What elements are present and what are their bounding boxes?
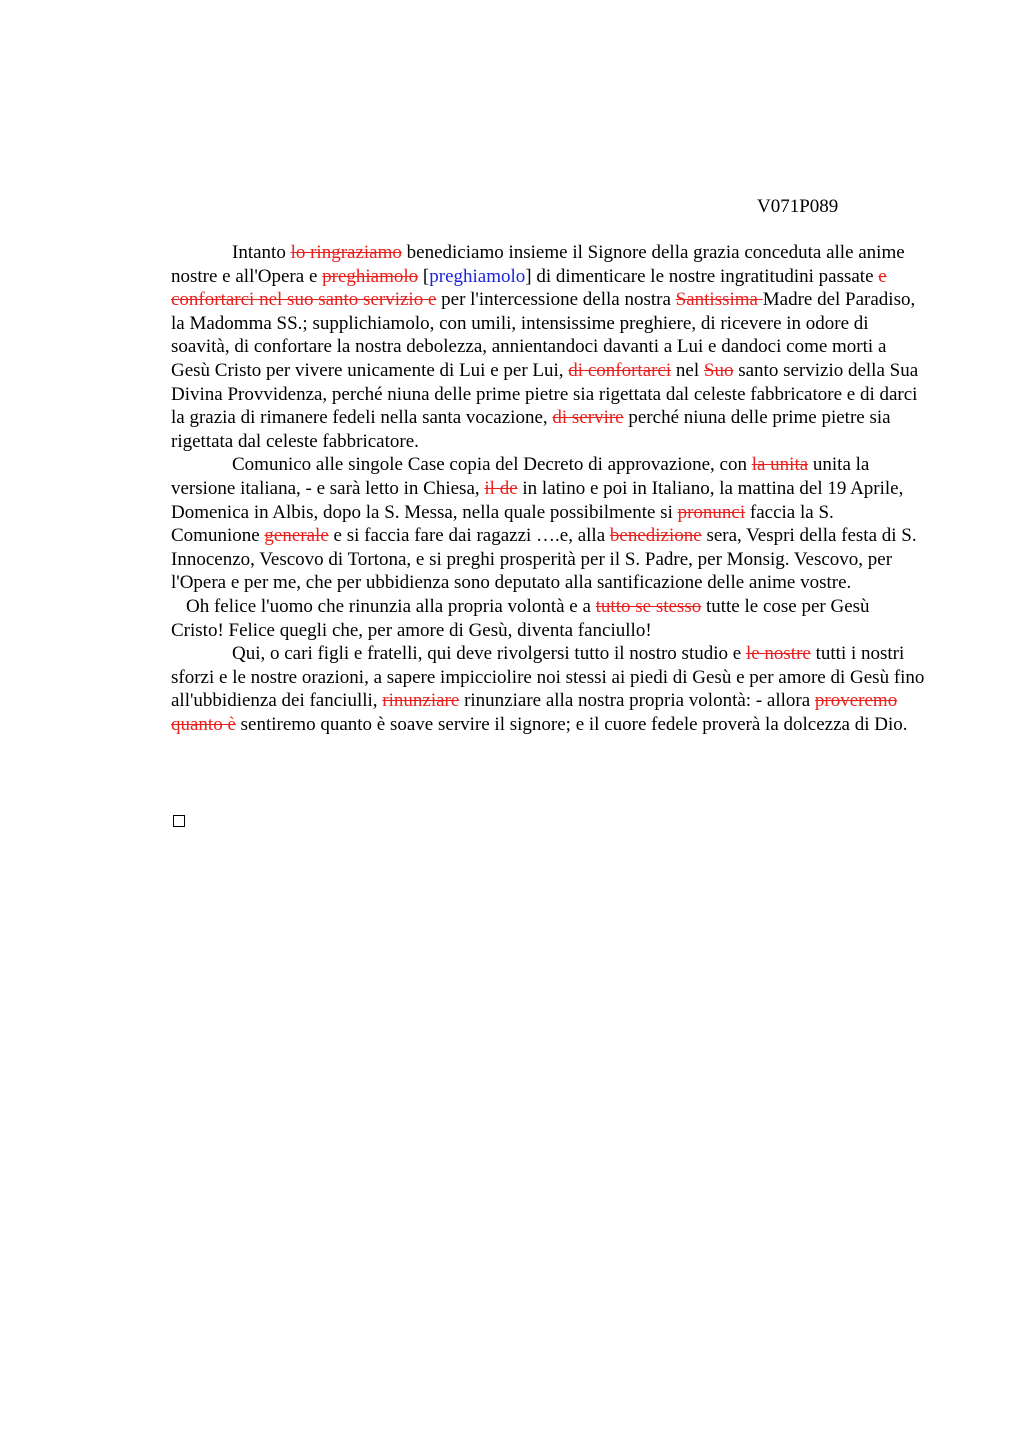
deleted-text: Santissima [675,289,763,311]
deleted-text: lo ringraziamo [290,242,402,263]
inserted-text: preghiamolo [429,265,526,287]
text-segment: tutte le cose per Gesù Cristo! Felice quegli che, per amore di Gesù, diventa fanciullo! [171,595,870,641]
deleted-text: tutto se stesso [595,595,702,617]
text-segment: tutti i nostri sforzi e le nostre orazioni, a sapere impicciolire noi stessi ai piedi di Gesù e per amore di Gesù fino all'ubbidienza dei fanciulli, [171,643,925,712]
text-segment: [ [418,265,430,287]
text-segment: e si faccia fare dai ragazzi ….e, alla [328,525,610,547]
deleted-text: e confortarci nel suo santo servizio e [171,265,887,311]
paragraph [171,642,927,736]
deleted-text: il de [484,477,518,499]
text-segment: unita la versione italiana, - e sarà letto in Chiesa, [171,454,870,499]
text-segment: nel [671,359,704,381]
text-segment: in latino e poi in Italiano, la mattina del 19 Aprile, Domenica in Albis, dopo la S. Messa, nella quale possibilmente si [171,477,904,523]
deleted-text: preghiamolo [322,265,419,287]
deleted-text: generale [264,525,329,547]
text-segment: benediciamo insieme il Signore della grazia conceduta alle anime nostre e all'Opera e [171,242,905,287]
text-segment: santo servizio della Sua Divina Provvidenza, perché niuna delle prime pietre sia rigettata dal celeste fabbricatore e di darci la grazia di rimanere fedeli nella santa vocazione, [171,359,919,429]
deleted-text: proveremo quanto è [171,690,898,735]
text-segment: per l'intercessione della nostra [436,289,676,311]
text-segment: Comunico alle singole Case copia del Decreto di approvazione, con [232,454,752,476]
paragraph [171,241,927,453]
text-segment: faccia la S. Comunione [171,501,834,547]
text-segment: Madre del Paradiso, la Madomma SS.; supplichiamolo, con umili, intensissime preghiere, di ricevere in odore di soavità, di confortare la nostra debolezza, annientandoci davanti a Lui e dandoci come morti a Gesù Cristo per vivere unicamente di Lui e per Lui, [171,289,916,381]
deleted-text: di confortarci [568,359,672,381]
text-segment: ] di dimenticare le nostre ingratitudini passate [525,265,879,287]
paragraph [171,595,927,642]
deleted-text: Suo [703,359,734,381]
text-segment: Intanto [232,242,291,263]
checkbox-square-icon [173,815,185,827]
text-segment: sera, Vespri della festa di S. Innocenzo, Vescovo di Tortona, e si preghi prosperità per il S. Padre, per Monsig. Vescovo, per l'Opera e per me, che per ubbidienza sono deputato alla santificazione delle anime vostre. [171,525,917,594]
text-segment: Qui, o cari figli e fratelli, qui deve rivolgersi tutto il nostro studio e [232,643,746,665]
deleted-text: di servire [552,407,624,429]
text-segment: rinunziare alla nostra propria volontà: - allora [459,690,815,712]
paragraph [171,453,927,595]
deleted-text: le nostre [745,643,811,665]
deleted-text: la unita [751,454,809,476]
text-segment: Oh felice l'uomo che rinunzia alla propria volontà e a [186,595,596,617]
deleted-text: benedizione [609,525,702,547]
deleted-text: rinunziare [382,690,460,712]
page-identifier: V071P089 [757,196,839,217]
text-segment: perché niuna delle prime pietre sia rigettata dal celeste fabbricatore. [171,407,891,452]
text-segment: sentiremo quanto è soave servire il signore; e il cuore fedele proverà la dolcezza di Dio. [235,713,908,735]
document-body [171,241,927,736]
deleted-text: pronunci [677,501,746,523]
